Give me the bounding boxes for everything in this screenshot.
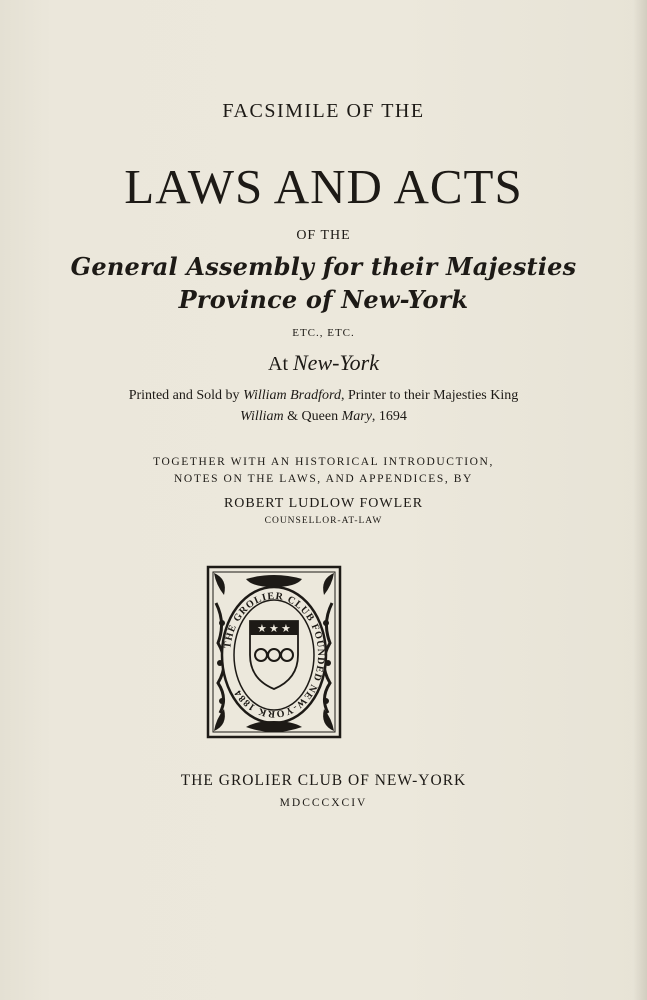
printer-name: William Bradford [243,388,341,403]
intro-line-2: NOTES ON THE LAWS, AND APPENDICES, BY [174,473,473,485]
place-prefix: At [268,353,293,375]
place-line [0,350,647,376]
printed-line-1 [0,388,647,404]
publisher: THE GROLIER CLUB OF NEW-YORK [180,772,467,789]
king-name: William [240,409,284,424]
grolier-club-seal-icon [206,563,342,743]
printed-year: , 1694 [371,409,407,424]
intro-line-1: TOGETHER WITH AN HISTORICAL INTRODUCTION, [153,456,494,468]
queen-text: & Queen [283,409,342,424]
seal-text: THE GROLIER CLUB FOUNDED NEW-YORK 1884 [222,590,327,720]
facsimile-heading: FACSIMILE OF THE [222,100,425,122]
place-name: New-York [293,350,379,375]
blackletter-line-1: General Assembly for their Majesties [70,252,577,281]
blackletter-line-2: Province of New-York [178,285,469,314]
svg-text:★: ★ [281,622,291,635]
printer-role: , Printer to their Majesties King [340,388,519,403]
main-title: LAWS AND ACTS [124,159,523,214]
of-the-line: OF THE [296,228,351,243]
printed-by-text: Printed and Sold by [128,388,244,403]
printed-line-2 [0,409,647,425]
svg-text:★: ★ [257,622,267,635]
author-name: ROBERT LUDLOW FOWLER [223,496,424,511]
etc-line: ETC., ETC. [292,327,355,339]
publication-year: MDCCCXCIV [279,797,368,809]
queen-name: Mary [341,409,372,424]
svg-text:★: ★ [269,622,279,635]
author-title: COUNSELLOR-AT-LAW [264,516,383,526]
